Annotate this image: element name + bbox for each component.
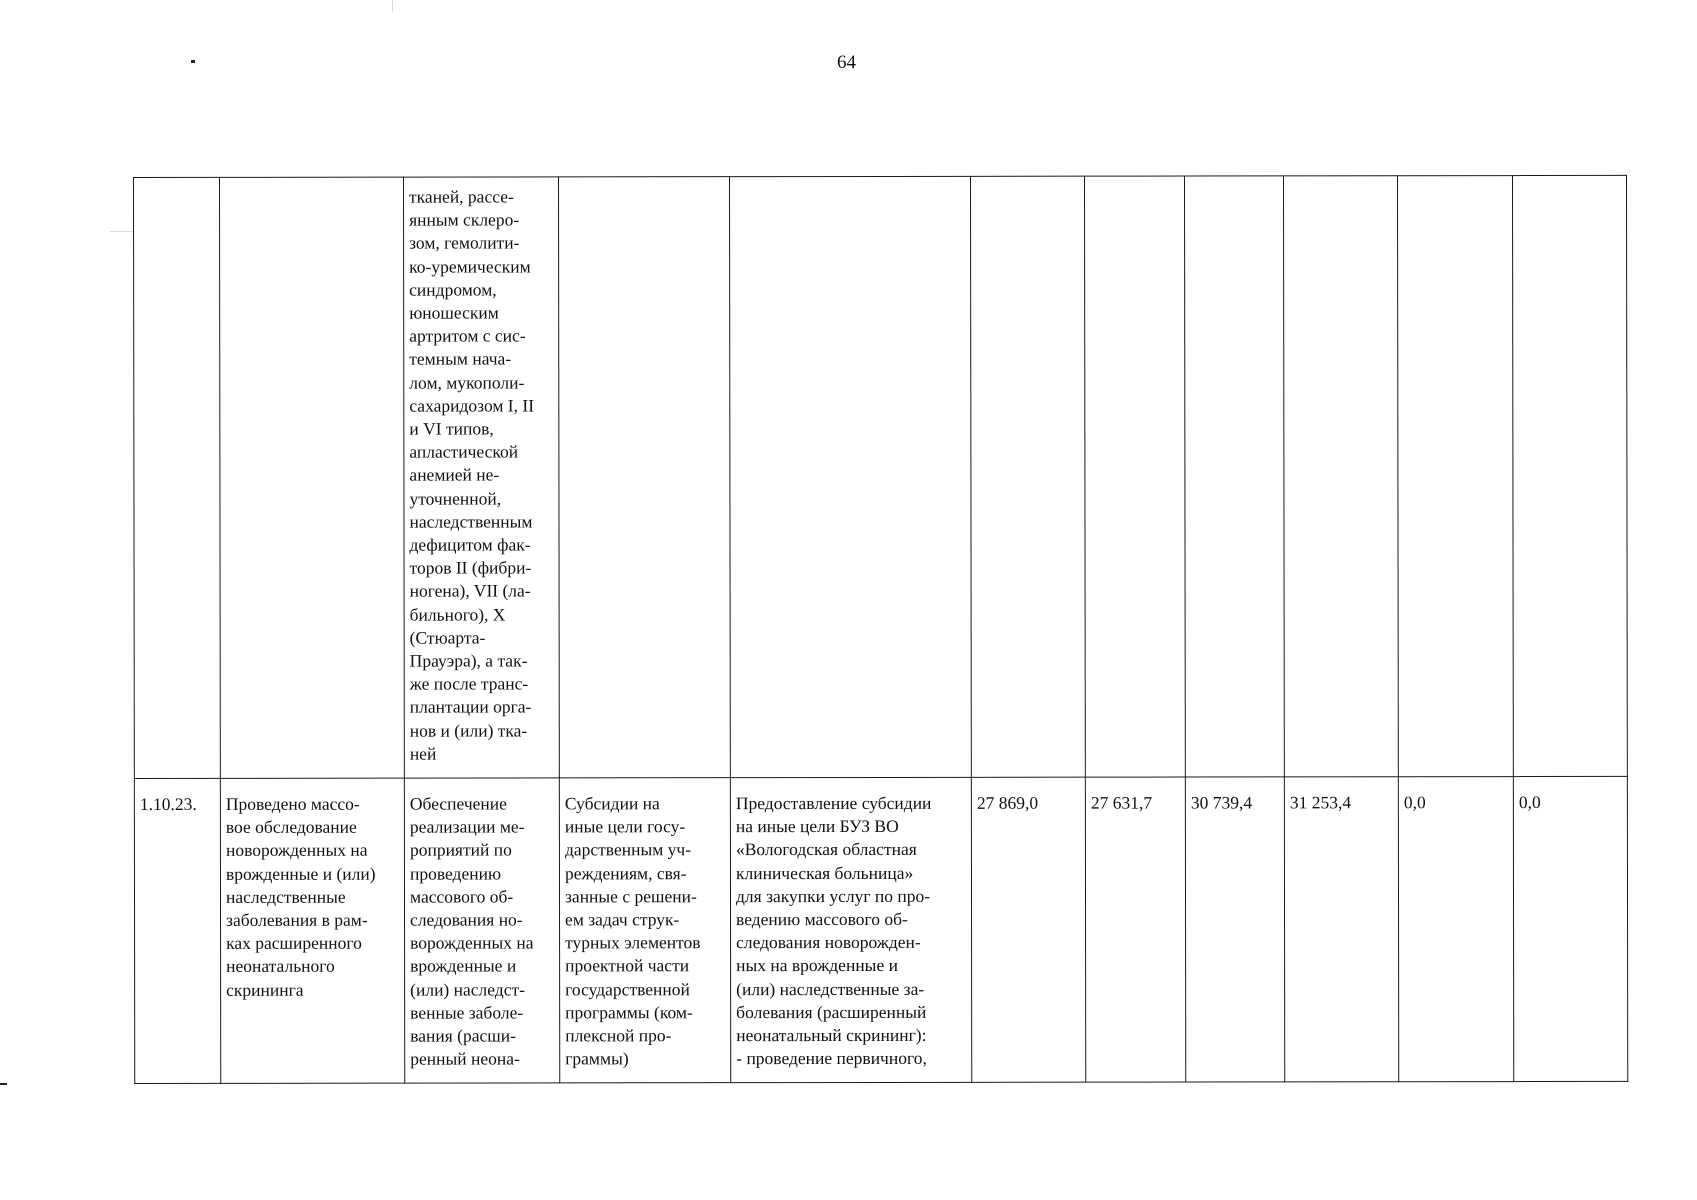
cell-description: Предоставление субсидии на иные цели БУЗ ВО «Вологодская областная клиническая больница» для закупки услуг по про- ведению массового об- следования новорожден- ных на врожденные и (или) наследственные за- болевания (расширенный неонатальный скрининг): - проведение первичного, <box>730 777 971 1082</box>
cell-amount-4: 31 253,4 <box>1284 777 1398 1082</box>
cell-mechanism <box>559 177 731 778</box>
cell-amount-1 <box>970 176 1085 777</box>
cell-amount-3 <box>1184 176 1284 777</box>
cell-amount-2: 27 631,7 <box>1085 777 1185 1082</box>
cell-task: Обеспечение реализации ме- роприятий по проведению массового об- следования но- ворожденных на врожденные и (или) наследст- венные заболе- вания (расши- ренный неона- <box>404 778 559 1083</box>
cell-amount-6: 0,0 <box>1513 776 1627 1081</box>
program-table <box>133 175 1628 1084</box>
cell-result <box>220 177 405 778</box>
cell-result: Проведено массо- вое обследование новорожденных на врожденные и (или) наследственные заболевания в рам- ках расширенного неонатального скрининга <box>220 778 404 1083</box>
cell-description <box>730 176 972 777</box>
cell-mechanism: Субсидии на иные цели госу- дарственным уч- реждениям, свя- занные с решени- ем задач струк- турных элементов проектной части государственной программы (ком- плексной про- граммы) <box>559 778 730 1083</box>
scan-artifact-line <box>392 0 393 12</box>
cell-amount-5: 0,0 <box>1398 777 1513 1082</box>
table-row <box>134 175 1628 778</box>
cell-amount-1: 27 869,0 <box>971 777 1085 1082</box>
table-row <box>134 776 1627 1083</box>
cell-amount-4 <box>1283 176 1398 777</box>
cell-item-number <box>134 177 221 778</box>
cell-amount-6 <box>1512 175 1627 776</box>
cell-amount-3: 30 739,4 <box>1185 777 1284 1082</box>
cell-item-number: 1.10.23. <box>134 778 220 1083</box>
cell-amount-2 <box>1084 176 1185 777</box>
cell-task: тканей, рассе- янным склеро- зом, гемолити- ко-уремическим синдромом, юношеским артритом с сис- темным нача- лом, мукополи- сахаридозом I, II и VI типов, апластической анемией не- уточненной, наследственным дефицитом фак- торов II (фибри- ногена), VII (ла- бильного), X (Стюарта- Прауэра), а так- же после транс- плантации орга- нов и (или) тка- ней <box>404 177 560 778</box>
page-number: 64 <box>837 52 856 73</box>
scan-artifact-line <box>110 231 134 232</box>
scan-artifact-dash <box>0 1083 7 1085</box>
cell-amount-5 <box>1397 176 1513 777</box>
